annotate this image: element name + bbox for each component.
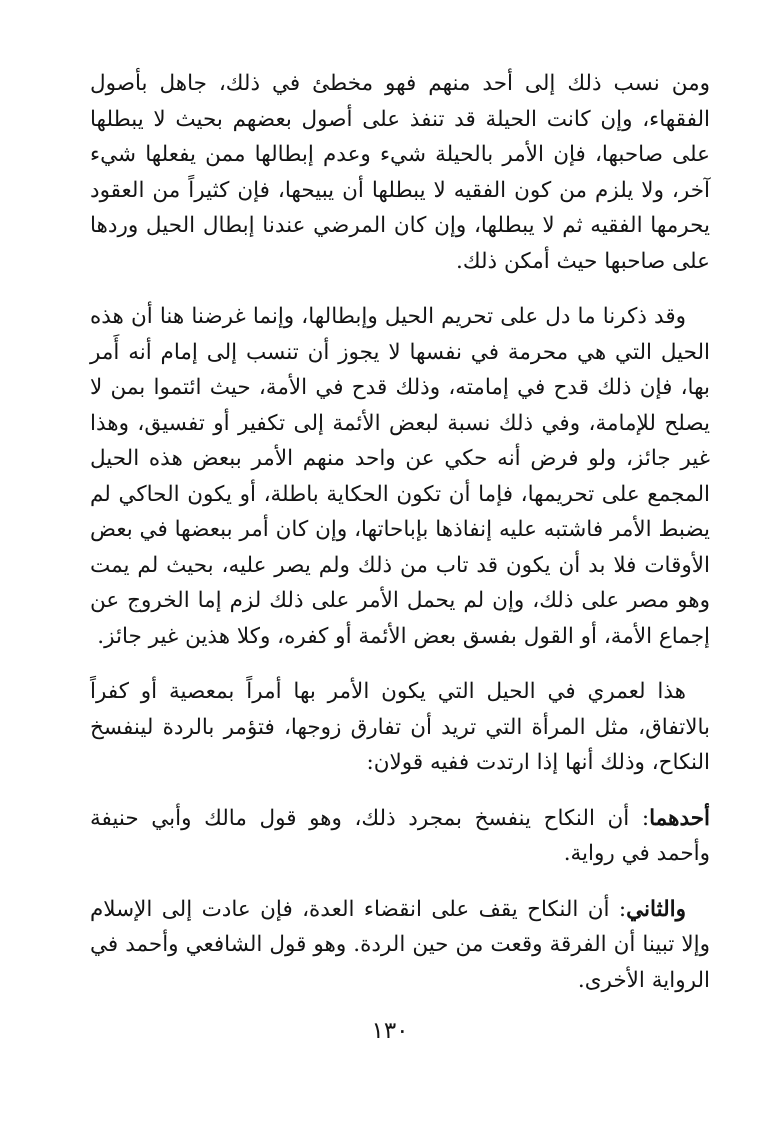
first-opinion-paragraph bbox=[90, 801, 710, 872]
paragraph-3: هذا لعمري في الحيل التي يكون الأمر بها أمراً بمعصية أو كفراً بالاتفاق، مثل المرأة التي تريد أن تفارق زوجها، فتؤمر بالردة لينفسخ النكاح، وذلك أنها إذا ارتدت ففيه قولان: bbox=[90, 679, 710, 775]
paragraph-2: وقد ذكرنا ما دل على تحريم الحيل وإبطالها، وإنما غرضنا هنا أن هذه الحيل التي هي محرمة في نفسها لا يجوز أن تنسب إلى إمام أنه أَمر بها، فإن ذلك قدح في إمامته، وذلك قدح في الأمة، حيث ائتموا بمن لا يصلح للإمامة، وفي ذلك نسبة لبعض الأئمة إلى تكفير أو تفسيق، وهذا غير جائز، ولو فرض أنه حكي عن واحد منهم الأمر ببعض هذه الحيل المجمع على تحريمها، فإما أن تكون الحكاية باطلة، أو يكون الحاكي لم يضبط الأمر فاشتبه عليه إنفاذها بإباحاتها، وإن كان أمر ببعضها في بعض الأوقات فلا بد أن يكون قد تاب من ذلك ولم يصر عليه، بحيث لم يمت وهو مصر على ذلك، وإن لم يحمل الأمر على ذلك لزم إما الخروج عن إجماع الأمة، أو القول بفسق بعض الأئمة أو كفره، وكلا هذين غير جائز. bbox=[90, 304, 710, 649]
second-opinion-text: : أن النكاح يقف على انقضاء العدة، فإن عادت إلى الإسلام وإلا تبينا أن الفرقة وقعت من حين الردة. وهو قول الشافعي وأحمد في الرواية الأخرى. bbox=[90, 896, 710, 993]
second-opinion-paragraph bbox=[90, 892, 710, 999]
page-body bbox=[90, 66, 710, 1018]
second-opinion-label: والثاني bbox=[626, 896, 686, 922]
paragraph-1: ومن نسب ذلك إلى أحد منهم فهو مخطئ في ذلك، جاهل بأصول الفقهاء، وإن كانت الحيلة قد تنفذ على أصول بعضهم بحيث لا يبطلها على صاحبها، فإن الأمر بالحيلة شيء وعدم إبطالها ممن يفعلها شيء آخر، ولا يلزم من كون الفقيه لا يبطلها أن يبيحها، فإن كثيراً من العقود يحرمها الفقيه ثم لا يبطلها، وإن كان المرضي عندنا إبطال الحيل وردها على صاحبها حيث أمكن ذلك. bbox=[90, 71, 710, 274]
page-number: ١٣٠ bbox=[371, 1018, 409, 1044]
first-opinion-label: أحدهما bbox=[649, 805, 710, 831]
first-opinion-text: : أن النكاح ينفسخ بمجرد ذلك، وهو قول مالك وأبي حنيفة وأحمد في رواية. bbox=[90, 805, 710, 866]
